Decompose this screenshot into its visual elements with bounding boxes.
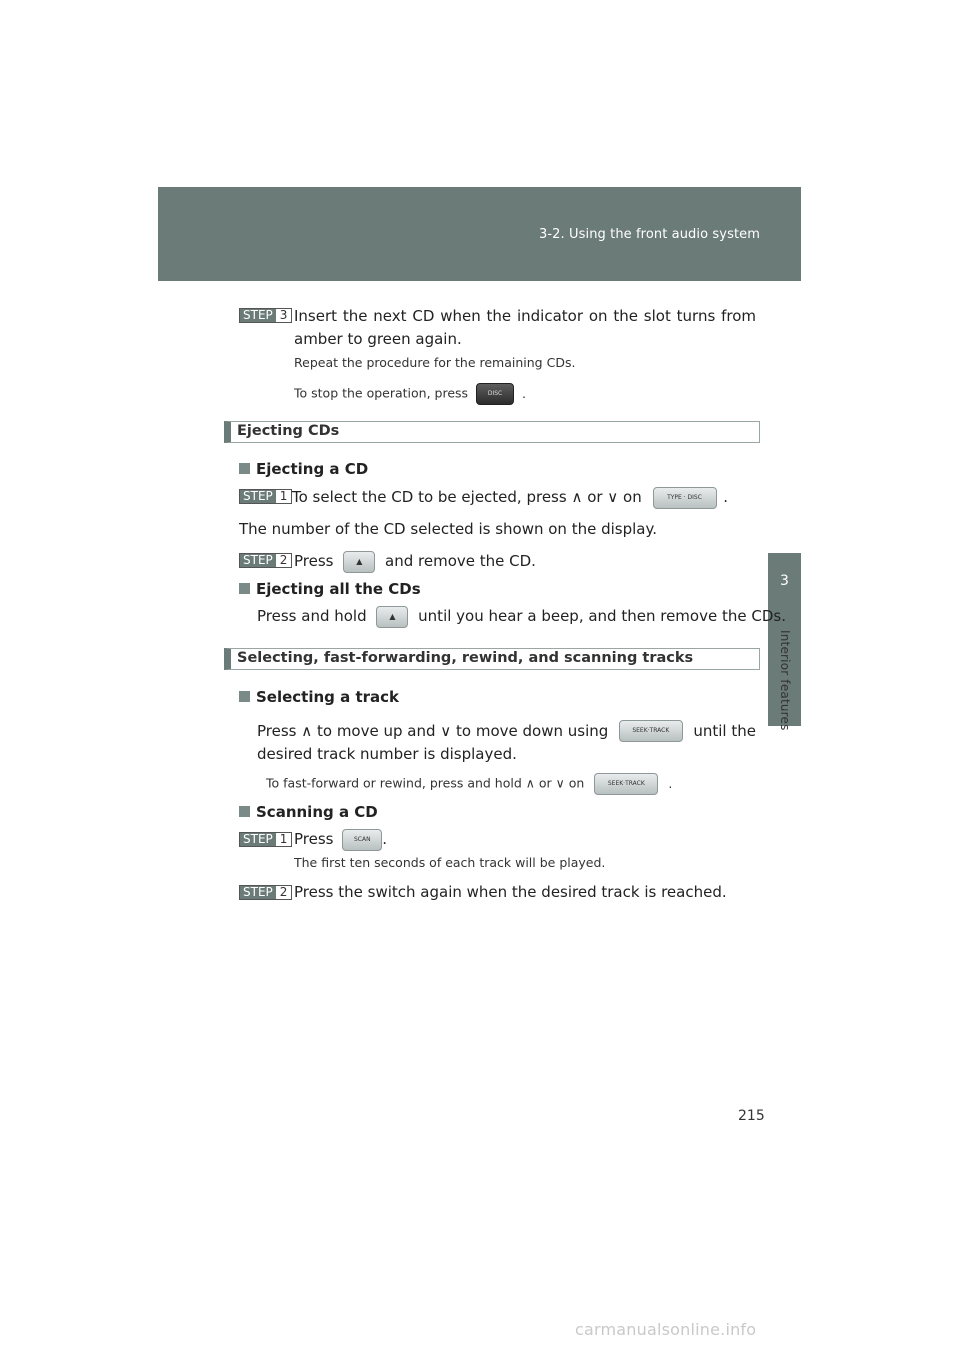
fast-forward-note: To fast-forward or rewind, press and hold ∧ or ∨ on SEEK·TRACK .	[266, 773, 672, 795]
type-disc-button-icon: TYPE · DISC	[653, 487, 717, 509]
bullet-square-icon	[239, 583, 250, 594]
disc-button-icon: DISC	[476, 383, 514, 405]
eject-step1-text: To select the CD to be ejected, press ∧ or ∨ on TYPE · DISC .	[292, 486, 728, 509]
eject-step2-text: Press ▲ and remove the CD.	[294, 550, 536, 573]
step-badge: STEP 3	[239, 308, 292, 323]
chapter-label: Interior features	[778, 630, 792, 731]
step3-note-repeat: Repeat the procedure for the remaining CDs.	[294, 355, 576, 370]
seek-track-button-icon: SEEK·TRACK	[594, 773, 658, 795]
scan-step2-text: Press the switch again when the desired track is reached.	[294, 883, 727, 901]
step3-note-stop: To stop the operation, press DISC .	[294, 383, 526, 405]
section-heading-ejecting: Ejecting CDs	[224, 421, 760, 443]
scan-step1-text: Press SCAN .	[294, 828, 387, 851]
scan-note: The first ten seconds of each track will be played.	[294, 855, 606, 870]
section-heading-selecting: Selecting, fast-forwarding, rewind, and scanning tracks	[224, 648, 760, 670]
eject-all-text: Press and hold ▲ until you hear a beep, and then remove the CDs.	[257, 605, 786, 628]
footer-watermark: carmanualsonline.info	[575, 1320, 757, 1339]
subheading-scan: Scanning a CD	[239, 803, 378, 821]
seek-track-button-icon: SEEK·TRACK	[619, 720, 683, 742]
subheading-eject-one: Ejecting a CD	[239, 460, 368, 478]
eject-info: The number of the CD selected is shown on the display.	[239, 520, 657, 538]
select-track-line2: desired track number is displayed.	[257, 745, 517, 763]
step3-text-line2: amber to green again.	[294, 330, 462, 348]
scan-button-icon: SCAN	[342, 829, 382, 851]
bullet-square-icon	[239, 463, 250, 474]
section-header: 3-2. Using the front audio system	[539, 227, 760, 242]
step3-text-line1: Insert the next CD when the indicator on the slot turns from	[294, 307, 756, 325]
step-badge: STEP 1	[239, 832, 292, 847]
eject-button-icon: ▲	[376, 606, 408, 628]
step-badge: STEP 2	[239, 553, 292, 568]
bullet-square-icon	[239, 806, 250, 817]
page-number: 215	[738, 1108, 765, 1124]
chapter-number: 3	[780, 573, 789, 589]
step-badge: STEP 1	[239, 489, 292, 504]
step-badge: STEP 2	[239, 885, 292, 900]
eject-button-icon: ▲	[343, 551, 375, 573]
subheading-select-track: Selecting a track	[239, 688, 399, 706]
select-track-line1: Press ∧ to move up and ∨ to move down using SEEK·TRACK until the	[257, 722, 756, 740]
bullet-square-icon	[239, 691, 250, 702]
subheading-eject-all: Ejecting all the CDs	[239, 580, 421, 598]
